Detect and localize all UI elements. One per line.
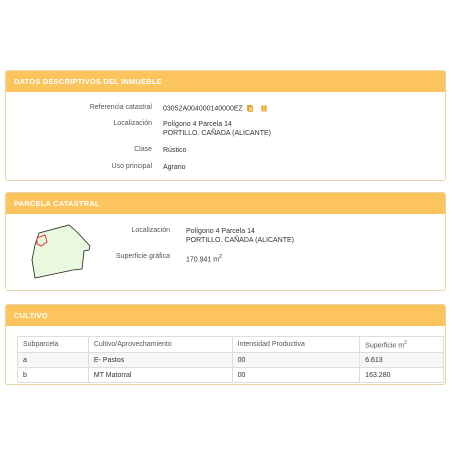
parcela-catastral-panel — [5, 192, 446, 291]
cell-superficie: 163.280 — [360, 368, 444, 383]
cell-cultivo: E- Pastos — [88, 353, 232, 368]
cultivo-title: CULTIVO — [6, 305, 445, 326]
superficie-grafica-label: Superficie gráfica — [115, 253, 170, 260]
table-row — [18, 368, 444, 383]
cell-intensidad: 00 — [232, 353, 360, 368]
uso-principal-value: Agrario — [163, 164, 186, 171]
clase-label: Clase — [134, 146, 152, 153]
table-row — [18, 353, 444, 368]
clase-value: Rústico — [163, 147, 187, 154]
localizacion-value — [163, 120, 271, 138]
cell-cultivo: MT Matorral — [88, 368, 232, 383]
superficie-grafica-exp: 2 — [219, 254, 222, 260]
parcela-localizacion-value — [186, 227, 294, 245]
copy-icon[interactable] — [247, 105, 253, 112]
superficie-grafica-value — [186, 253, 222, 264]
localizacion-line1: Polígono 4 Parcela 14 — [163, 121, 232, 128]
parcel-shape — [32, 225, 90, 278]
cell-superficie: 6.613 — [360, 353, 444, 368]
table-header-row — [18, 337, 444, 353]
localizacion-line2: PORTILLO. CAÑADA (ALICANTE) — [163, 130, 272, 137]
col-intensidad: Intensidad Productiva — [232, 337, 360, 353]
cell-intensidad: 00 — [232, 368, 360, 383]
superficie-grafica-number: 170.941 m — [186, 256, 220, 264]
datos-descriptivos-title: DATOS DESCRIPTIVOS DEL INMUEBLE — [6, 71, 445, 92]
cultivo-panel — [5, 304, 446, 385]
col-cultivo: Cultivo/Aprovechamiento — [88, 337, 232, 353]
ref-catastral-value[interactable]: 03052A004000140000EZ — [163, 105, 243, 113]
uso-principal-label: Uso principal — [111, 163, 152, 170]
parcela-catastral-title: PARCELA CATASTRAL — [6, 193, 445, 214]
datos-descriptivos-panel — [5, 70, 446, 181]
parcela-localizacion-label: Localización — [131, 227, 170, 234]
col-superficie: Superficie $m^2$ — [360, 337, 444, 353]
localizacion-label: Localización — [113, 120, 152, 127]
parcela-localizacion-line1: Polígono 4 Parcela 14 — [186, 228, 255, 235]
cell-subparcela: b — [18, 368, 89, 383]
parcela-localizacion-line2: PORTILLO. CAÑADA (ALICANTE) — [186, 237, 295, 244]
ref-catastral-row — [163, 104, 267, 113]
map-icon[interactable] — [261, 105, 267, 112]
col-subparcela: Subparcela — [18, 337, 89, 353]
cultivo-table — [17, 336, 444, 383]
ref-catastral-label: Referencia catastral — [89, 104, 152, 111]
cell-subparcela: a — [18, 353, 89, 368]
